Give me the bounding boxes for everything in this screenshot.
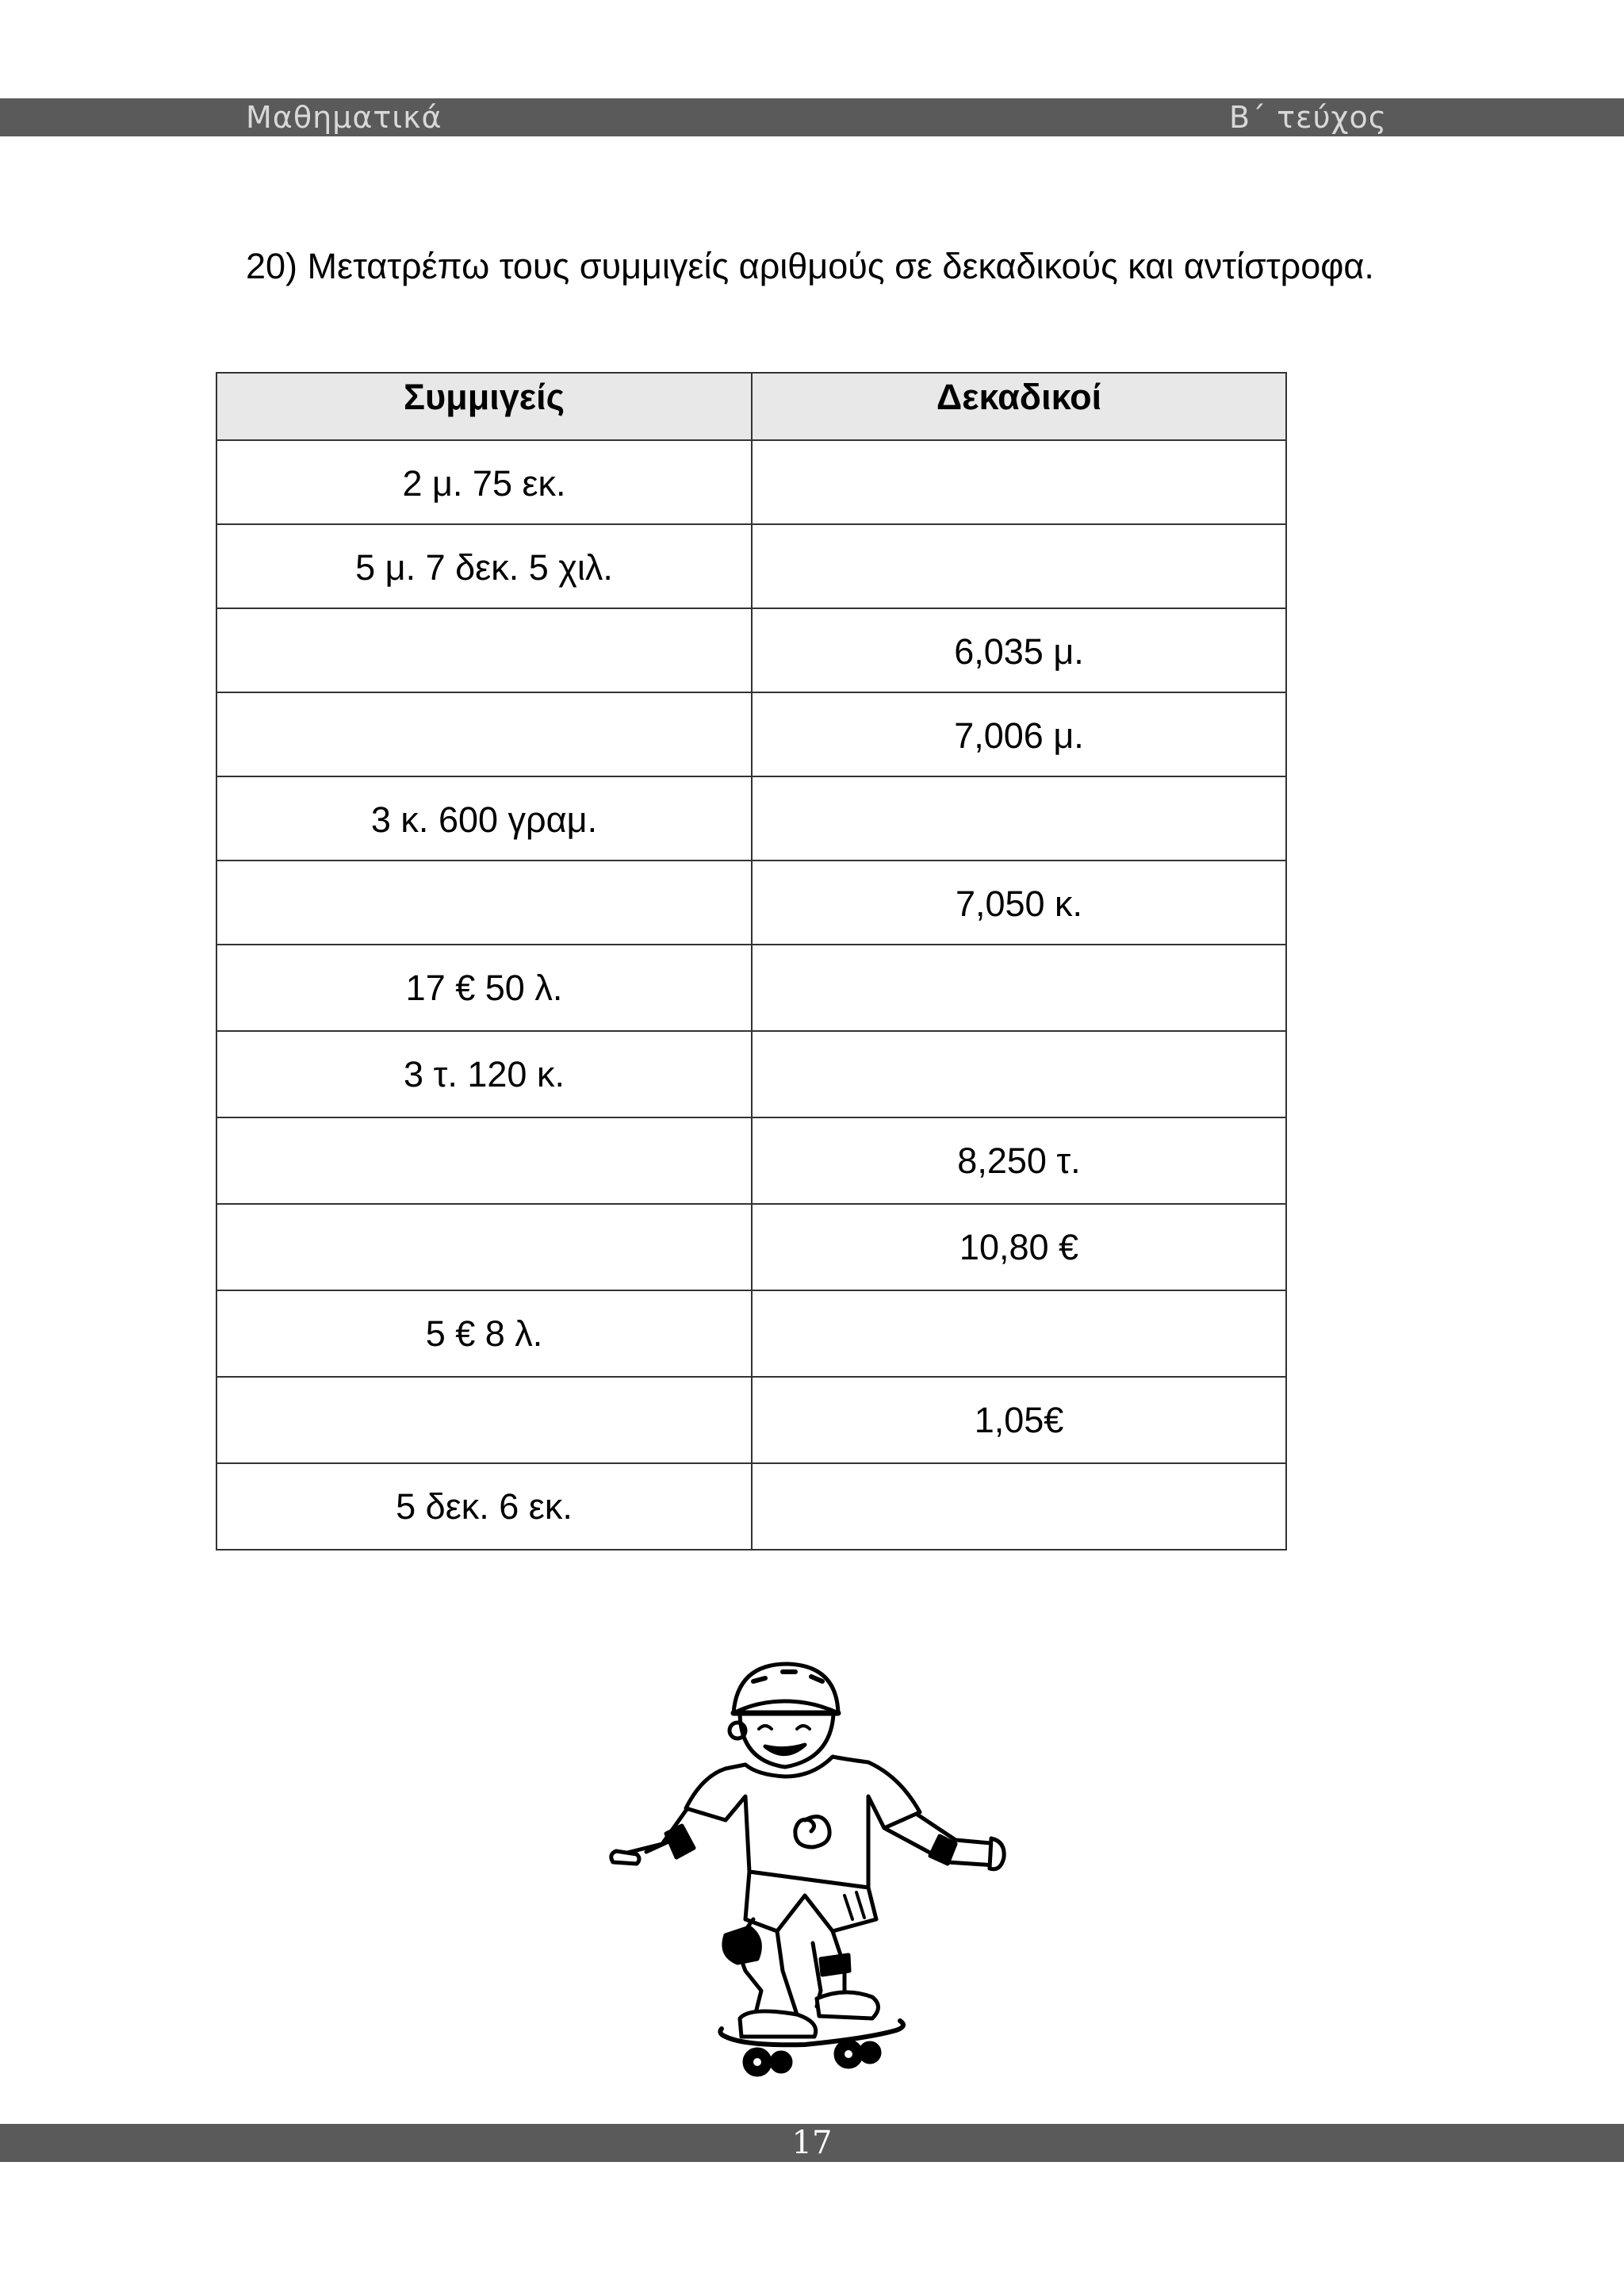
mixed-cell <box>216 1117 752 1204</box>
mixed-cell <box>216 1204 752 1290</box>
mixed-cell: 3 κ. 600 γραμ. <box>216 776 752 861</box>
decimal-cell <box>752 1463 1286 1550</box>
table-row <box>216 1463 1286 1550</box>
decimal-cell <box>752 440 1286 524</box>
table-row <box>216 524 1286 608</box>
decimal-cell: 8,250 τ. <box>752 1117 1286 1204</box>
decimal-cell <box>752 945 1286 1031</box>
mixed-cell: 17 € 50 λ. <box>216 945 752 1031</box>
table-header-row <box>216 373 1286 440</box>
table-row <box>216 1290 1286 1377</box>
mixed-cell <box>216 692 752 776</box>
conversion-table <box>216 372 1287 1550</box>
mixed-cell: 5 μ. 7 δεκ. 5 χιλ. <box>216 524 752 608</box>
table-row <box>216 440 1286 524</box>
mixed-cell: 5 δεκ. 6 εκ. <box>216 1463 752 1550</box>
table-row <box>216 861 1286 945</box>
decimal-cell <box>752 1290 1286 1377</box>
header-subject: Μαθηματικά <box>246 100 442 135</box>
table-row <box>216 1377 1286 1463</box>
mixed-cell <box>216 861 752 945</box>
table-row <box>216 1204 1286 1290</box>
mixed-cell: 2 μ. 75 εκ. <box>216 440 752 524</box>
decimal-cell: 7,006 μ. <box>752 692 1286 776</box>
column-header-mixed: Συμμιγείς <box>216 373 752 440</box>
table-row <box>216 1031 1286 1117</box>
table-row <box>216 608 1286 692</box>
mixed-cell: 5 € 8 λ. <box>216 1290 752 1377</box>
decimal-cell <box>752 1031 1286 1117</box>
mixed-cell <box>216 608 752 692</box>
decimal-cell <box>752 776 1286 861</box>
table-row <box>216 945 1286 1031</box>
decimal-cell: 10,80 € <box>752 1204 1286 1290</box>
table-row <box>216 1117 1286 1204</box>
decimal-cell: 1,05€ <box>752 1377 1286 1463</box>
mixed-cell <box>216 1377 752 1463</box>
table-row <box>216 692 1286 776</box>
header-issue: Β΄ τεύχος <box>1229 100 1388 135</box>
decimal-cell: 6,035 μ. <box>752 608 1286 692</box>
decimal-cell <box>752 524 1286 608</box>
decimal-cell: 7,050 κ. <box>752 861 1286 945</box>
page-number: 17 <box>791 2125 833 2161</box>
mixed-cell: 3 τ. 120 κ. <box>216 1031 752 1117</box>
skateboarder-illustration <box>607 1658 1019 2086</box>
table-row <box>216 776 1286 861</box>
column-header-decimal: Δεκαδικοί <box>752 373 1286 440</box>
exercise-instruction: 20) Μετατρέπω τους συμμιγείς αριθμούς σε δεκαδικούς και αντίστροφα. <box>246 246 1374 286</box>
